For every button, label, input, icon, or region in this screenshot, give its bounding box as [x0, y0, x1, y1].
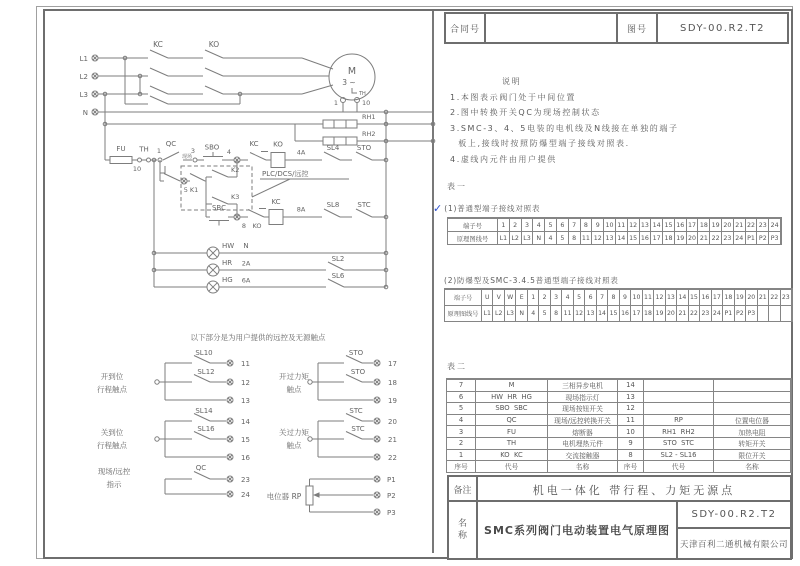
- label-ko-nc: KO: [252, 222, 262, 230]
- label-sl2: SL2: [331, 255, 345, 263]
- table-cell: P1: [723, 305, 734, 321]
- table-cell: 19: [654, 305, 665, 321]
- label-rp: 电位器 RP: [266, 492, 302, 501]
- drawing-no-value: SDY-00.R2.T2: [680, 22, 765, 34]
- label-g2-line1: 开过力矩: [279, 372, 309, 381]
- table-cell: 4: [447, 414, 476, 426]
- table-cell: 6: [447, 391, 476, 403]
- table-cell: 15: [628, 231, 640, 244]
- table-cell: 现场按钮开关: [548, 402, 618, 414]
- note-line: 板上,接线时按照防爆型端子接线对照表.: [450, 139, 630, 148]
- table-cell: 22: [710, 231, 722, 244]
- table-cell: 19: [675, 231, 687, 244]
- table-cell: 22: [689, 305, 700, 321]
- label-wire8: 8: [241, 222, 247, 230]
- table-cell: M: [476, 379, 548, 391]
- drawing-no-label: 图号: [618, 14, 658, 42]
- table-cell: 7: [597, 289, 608, 305]
- label-t23: 23: [241, 476, 250, 484]
- table-cell: 8: [551, 305, 562, 321]
- table-cell: 9: [592, 218, 604, 231]
- notes-section: [450, 74, 788, 167]
- table-cell: FU: [476, 425, 548, 437]
- table-cell: P1: [746, 231, 758, 244]
- local-remote-contacts: [98, 464, 251, 499]
- label-t11: 11: [241, 360, 250, 368]
- table-cell: P3: [746, 305, 757, 321]
- table-cell: 12: [574, 305, 585, 321]
- table-cell: E: [516, 289, 527, 305]
- notes-heading: 说明: [502, 77, 522, 86]
- table-cell: [714, 379, 791, 391]
- table-cell: TH: [476, 437, 548, 449]
- table-cell: KO KC: [476, 449, 548, 461]
- table-cell: 24: [734, 231, 746, 244]
- label-t21: 21: [388, 436, 397, 444]
- drawing-number: SDY-00.R2.T2: [678, 502, 790, 529]
- table-cell: P2: [735, 305, 746, 321]
- table-cell: HW HR HG: [476, 391, 548, 403]
- label-t18: 18: [388, 379, 397, 387]
- label-g1-line2: 行程触点: [97, 385, 127, 394]
- table-cell: 8: [569, 231, 581, 244]
- table-cell: 19: [735, 289, 746, 305]
- table-cell: 13: [585, 305, 596, 321]
- label-qc2: QC: [195, 464, 207, 472]
- table-cell: P2: [757, 231, 769, 244]
- label-sbo: SBO: [204, 143, 220, 152]
- table-cell: 名称: [714, 460, 791, 472]
- table-cell: [781, 305, 792, 321]
- table-cell: [644, 391, 714, 403]
- label-t12: 12: [241, 379, 250, 387]
- table-cell: 1: [528, 289, 539, 305]
- label-wire4: 4: [226, 148, 232, 156]
- potentiometer-rp: [267, 476, 396, 517]
- label-wire6a: 6A: [241, 276, 251, 285]
- table-cell: 16: [700, 289, 711, 305]
- table-cell: W: [505, 289, 516, 305]
- table1a-title: (1)普通型端子接线对照表: [444, 204, 541, 213]
- table-cell: 4: [528, 305, 539, 321]
- table-cell: 电机埋热元件: [548, 437, 618, 449]
- table-cell: [644, 402, 714, 414]
- label-motor-t10: 10: [362, 99, 371, 107]
- contract-no-label: 合同号: [446, 14, 486, 42]
- table-cell: P3: [769, 231, 781, 244]
- table-cell: 熔断器: [548, 425, 618, 437]
- table-cell: 8: [581, 218, 593, 231]
- table-cell: 18: [698, 218, 710, 231]
- table-cell: 12: [618, 402, 644, 414]
- table-cell: RH1 RH2: [644, 425, 714, 437]
- supply-terminals: [80, 55, 98, 117]
- table-cell: V: [493, 289, 504, 305]
- label-th: TH: [139, 145, 149, 154]
- label-t15: 15: [241, 436, 250, 444]
- table-cell: L2: [510, 231, 522, 244]
- table-cell: 13: [640, 218, 652, 231]
- label-sl4: SL4: [326, 144, 340, 152]
- label-g5-line1: 现场/远控: [97, 467, 131, 476]
- label-rh2: RH2: [362, 130, 376, 138]
- table-cell: 18: [723, 289, 734, 305]
- open-torque-contacts: [279, 349, 397, 405]
- company-name: 天津百利二通机械有限公司: [679, 539, 788, 550]
- label-t13: 13: [241, 397, 250, 405]
- table-cell: 3: [551, 289, 562, 305]
- name-label-char1: 名: [457, 519, 467, 529]
- table-cell: 22: [769, 289, 780, 305]
- table-cell: 9: [618, 437, 644, 449]
- note-line: 3.SMC-3、4、5电装的电机线及N线接在单独的端子: [450, 123, 679, 133]
- table-cell: 现场指示灯: [548, 391, 618, 403]
- remote-control-box: [160, 160, 349, 217]
- table-cell: STO STC: [644, 437, 714, 449]
- label-l3: L3: [79, 91, 88, 99]
- table-cell: 三相异步电机: [548, 379, 618, 391]
- table1b-title: (2)防爆型及SMC-3.4.5普通型端子接线对照表: [444, 276, 619, 285]
- table-cell: 5: [574, 289, 585, 305]
- table-cell: 21: [734, 218, 746, 231]
- label-ko-contactor: KO: [208, 40, 220, 49]
- label-g4-line1: 关过力矩: [279, 428, 309, 437]
- user-contacts-note: 以下部分是为用户提供的远控及无源触点: [190, 333, 326, 342]
- table-cell: 20: [666, 305, 677, 321]
- table-cell: 原理图线号: [448, 231, 498, 244]
- table-cell: 13: [666, 289, 677, 305]
- label-t14: 14: [241, 418, 250, 426]
- label-ko-coil: KO: [273, 140, 283, 149]
- table-cell: 23: [781, 289, 792, 305]
- table-cell: 限位开关: [714, 449, 791, 461]
- label-g2-line2: 触点: [286, 385, 302, 394]
- label-wire8a: 8A: [296, 205, 306, 214]
- label-t16: 16: [241, 454, 250, 462]
- label-kc-contactor: KC: [153, 40, 163, 49]
- label-stc1: STC: [349, 407, 363, 415]
- label-fu: FU: [116, 145, 126, 153]
- table-cell: 11: [618, 414, 644, 426]
- close-torque-contacts: [279, 407, 397, 462]
- table-cell: 4: [562, 289, 573, 305]
- label-sbc: SBC: [211, 204, 227, 212]
- table-cell: 14: [616, 231, 628, 244]
- table-cell: 17: [651, 231, 663, 244]
- table-cell: 24: [769, 218, 781, 231]
- table-cell: SL2 - SL16: [644, 449, 714, 461]
- table-cell: 17: [631, 305, 642, 321]
- label-sto1: STO: [348, 349, 364, 357]
- label-motor-t1: 1: [333, 99, 338, 107]
- label-l2: L2: [79, 73, 88, 81]
- label-wire2a: 2A: [241, 259, 251, 268]
- table-cell: N: [533, 231, 545, 244]
- table-cell: 5: [557, 231, 569, 244]
- label-k2: K2: [231, 166, 240, 174]
- table-cell: 23: [722, 231, 734, 244]
- heater-circuit: [98, 110, 435, 287]
- table-cell: 名称: [548, 460, 618, 472]
- power-wiring: [98, 40, 333, 104]
- table-cell: 8: [608, 289, 619, 305]
- table-cell: 15: [663, 218, 675, 231]
- label-kc-coil: KC: [271, 198, 281, 206]
- note-line: 2.图中转换开关QC为现场控制状态: [450, 108, 601, 117]
- label-sl12: SL12: [197, 368, 215, 376]
- table-cell: 5: [539, 305, 550, 321]
- label-sl8: SL8: [326, 201, 340, 209]
- table-cell: 9: [620, 289, 631, 305]
- table-cell: 1: [447, 449, 476, 461]
- table-cell: QC: [476, 414, 548, 426]
- label-k3: K3: [231, 193, 240, 201]
- label-wire4a: 4A: [296, 148, 306, 157]
- label-kc-nc: KC: [249, 140, 259, 148]
- table-cell: [714, 391, 791, 403]
- label-n2: N: [243, 242, 249, 250]
- table-cell: 11: [643, 289, 654, 305]
- table-cell: 序号: [618, 460, 644, 472]
- label-t24: 24: [241, 491, 250, 499]
- name-label: [449, 502, 478, 558]
- label-qc-pos: 现场: [182, 154, 193, 160]
- table-cell: L3: [522, 231, 534, 244]
- table-cell: 15: [689, 289, 700, 305]
- table-cell: 14: [651, 218, 663, 231]
- table-cell: 代号: [476, 460, 548, 472]
- drawing-title: SMC系列阀门电动装置电气原理图: [478, 502, 678, 558]
- table-cell: 代号: [644, 460, 714, 472]
- label-stc: STC: [357, 201, 371, 209]
- terminal-table-explosion-proof: [444, 288, 793, 322]
- label-hw: HW: [222, 242, 235, 250]
- table-cell: 20: [687, 231, 699, 244]
- label-g1-line1: 开到位: [100, 372, 124, 381]
- open-travel-contacts: [97, 349, 250, 405]
- table-cell: 5: [447, 402, 476, 414]
- table-cell: 6: [557, 218, 569, 231]
- label-t17: 17: [388, 360, 397, 368]
- label-hg: HG: [222, 276, 233, 284]
- label-p2: P2: [387, 492, 396, 500]
- table-cell: U: [482, 289, 493, 305]
- label-motor-phase: 3 ~: [342, 78, 356, 87]
- table-cell: 11: [581, 231, 593, 244]
- table-cell: 23: [700, 305, 711, 321]
- table-cell: 20: [746, 289, 757, 305]
- label-wire10: 10: [132, 165, 142, 173]
- table-cell: 12: [628, 218, 640, 231]
- table-cell: 4: [533, 218, 545, 231]
- label-n: N: [82, 109, 88, 117]
- table-cell: 21: [758, 289, 769, 305]
- table-cell: 12: [592, 231, 604, 244]
- table-cell: 22: [746, 218, 758, 231]
- table-cell: L2: [493, 305, 504, 321]
- table-cell: 11: [616, 218, 628, 231]
- table-cell: 原理图线号: [445, 305, 482, 321]
- table-cell: 序号: [447, 460, 476, 472]
- label-sl16: SL16: [197, 425, 215, 433]
- label-sl10: SL10: [195, 349, 213, 357]
- table-cell: 18: [663, 231, 675, 244]
- table-cell: 21: [698, 231, 710, 244]
- table-cell: 5: [545, 218, 557, 231]
- table1a-title-row: [433, 202, 540, 215]
- table-cell: [644, 379, 714, 391]
- label-sto: STO: [356, 144, 372, 152]
- table-cell: 交流接触器: [548, 449, 618, 461]
- label-qc: QC: [165, 140, 177, 148]
- label-wire3: 3: [190, 147, 196, 155]
- label-k1: 5 K1: [183, 186, 199, 194]
- control-open-row: [105, 94, 388, 173]
- label-motor-m: M: [347, 66, 357, 77]
- table-cell: 14: [677, 289, 688, 305]
- table-cell: L3: [505, 305, 516, 321]
- indicator-lamps: [152, 160, 388, 293]
- label-stc2: STC: [351, 425, 365, 433]
- table1-label: 表一: [447, 182, 467, 191]
- table-cell: [714, 402, 791, 414]
- note-line: 1.本图表示阀门处于中间位置: [450, 92, 577, 102]
- name-block: [447, 500, 792, 560]
- remark-value: 机电一体化 带行程、力矩无源点: [532, 483, 736, 497]
- contract-no-value: [486, 14, 618, 42]
- label-hr: HR: [222, 259, 233, 267]
- table-cell: 加热电阻: [714, 425, 791, 437]
- label-motor-th: TH: [359, 91, 366, 97]
- table-cell: 13: [604, 231, 616, 244]
- table-cell: 10: [618, 425, 644, 437]
- table-cell: 端子号: [445, 289, 482, 305]
- label-l1: L1: [79, 55, 88, 63]
- table-cell: [758, 305, 769, 321]
- table-cell: 18: [643, 305, 654, 321]
- label-t22: 22: [388, 454, 397, 462]
- label-g3-line2: 行程触点: [97, 441, 127, 450]
- table-cell: N: [516, 305, 527, 321]
- remark-label: 备注: [449, 477, 478, 502]
- table-cell: 7: [569, 218, 581, 231]
- label-t20: 20: [388, 418, 397, 426]
- table-cell: 23: [757, 218, 769, 231]
- table-cell: 3: [522, 218, 534, 231]
- table-cell: [769, 305, 780, 321]
- label-g5-line2: 指示: [106, 480, 122, 489]
- label-g4-line2: 触点: [286, 441, 302, 450]
- terminal-table-normal: [447, 217, 782, 245]
- table-cell: 10: [631, 289, 642, 305]
- table-cell: 转矩开关: [714, 437, 791, 449]
- table-cell: 6: [585, 289, 596, 305]
- label-rh1: RH1: [362, 113, 376, 121]
- table-cell: SBO SBC: [476, 402, 548, 414]
- table-cell: 15: [608, 305, 619, 321]
- title-block: [444, 12, 789, 44]
- label-sl6: SL6: [331, 272, 345, 280]
- table-cell: 2: [539, 289, 550, 305]
- table-cell: 7: [447, 379, 476, 391]
- note-line: 4.虚线内元件由用户提供: [450, 154, 557, 164]
- label-t19: 19: [388, 397, 397, 405]
- motor-symbol: [329, 54, 375, 112]
- table-cell: 8: [618, 449, 644, 461]
- table-cell: 21: [677, 305, 688, 321]
- table-cell: 位置电位器: [714, 414, 791, 426]
- blue-check-icon: ✓: [433, 202, 443, 215]
- table-cell: 14: [597, 305, 608, 321]
- table-cell: 10: [604, 218, 616, 231]
- label-sl14: SL14: [195, 407, 213, 415]
- table-cell: 17: [712, 289, 723, 305]
- label-p3: P3: [387, 509, 396, 517]
- table2-label: 表二: [447, 362, 467, 371]
- label-wire1: 1: [156, 147, 162, 155]
- table-cell: 16: [620, 305, 631, 321]
- label-sto2: STO: [350, 368, 366, 376]
- table-cell: 4: [545, 231, 557, 244]
- label-g3-line1: 关到位: [100, 428, 124, 437]
- table-cell: 2: [510, 218, 522, 231]
- table-cell: 端子号: [448, 218, 498, 231]
- table-cell: 2: [447, 437, 476, 449]
- table-cell: 16: [675, 218, 687, 231]
- table-cell: RP: [644, 414, 714, 426]
- close-travel-contacts: [97, 407, 250, 462]
- table-cell: 17: [687, 218, 699, 231]
- table-cell: 12: [654, 289, 665, 305]
- table-cell: L1: [482, 305, 493, 321]
- table-cell: 11: [562, 305, 573, 321]
- table-cell: 13: [618, 391, 644, 403]
- table-cell: L1: [498, 231, 510, 244]
- control-close-row: [206, 198, 388, 230]
- table-cell: 14: [618, 379, 644, 391]
- table-cell: 19: [710, 218, 722, 231]
- table-cell: 1: [498, 218, 510, 231]
- table-cell: 现场/远控转换开关: [548, 414, 618, 426]
- table-cell: 16: [640, 231, 652, 244]
- table-cell: 20: [722, 218, 734, 231]
- name-label-char2: 称: [457, 531, 467, 541]
- label-plc-dcs: PLC/DCS/远控: [262, 170, 309, 178]
- label-p1: P1: [387, 476, 396, 484]
- table-cell: 24: [712, 305, 723, 321]
- table-cell: 3: [447, 425, 476, 437]
- component-table: [446, 378, 792, 473]
